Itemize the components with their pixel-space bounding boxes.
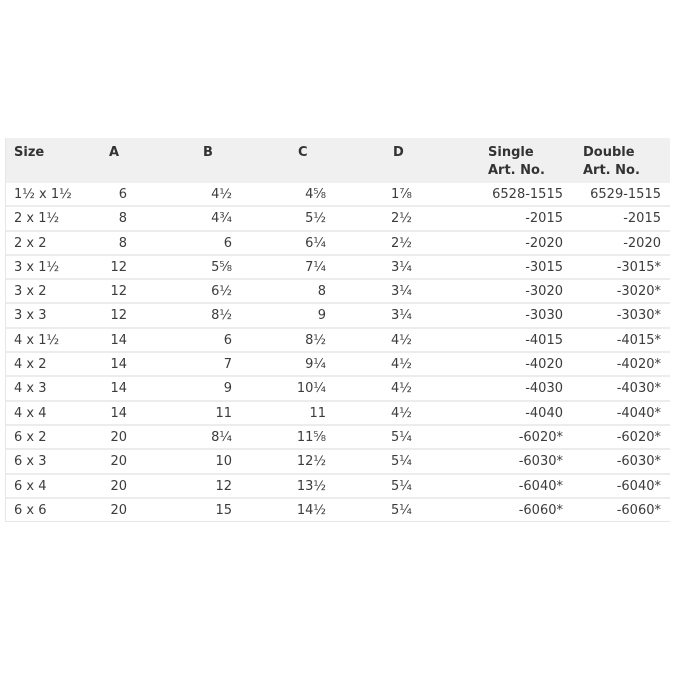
cell-size: 4 x 1½	[14, 332, 60, 348]
cell-single: -6060*	[518, 502, 563, 518]
cell-size: 3 x 1½	[14, 259, 60, 275]
header-a: A	[109, 145, 120, 160]
cell-double: -4020*	[616, 357, 661, 373]
cell-size: 4 x 3	[14, 381, 47, 397]
cell-d: 4½	[391, 357, 412, 373]
cell-double: -2015	[623, 211, 661, 227]
cell-c: 4⅝	[305, 187, 326, 202]
cell-c: 6¼	[305, 235, 326, 251]
cell-d: 5¼	[391, 478, 412, 494]
table-row	[6, 278, 670, 302]
cell-a: 12	[110, 284, 127, 300]
table-row	[6, 497, 670, 521]
header-double-art-no	[583, 144, 640, 180]
cell-c: 13½	[296, 478, 326, 494]
cell-c: 12½	[296, 454, 326, 470]
cell-d: 3¼	[391, 259, 412, 275]
table-header	[6, 138, 670, 183]
cell-c: 5½	[305, 211, 326, 227]
cell-b: 9	[223, 381, 232, 397]
cell-single: -2020	[525, 235, 563, 251]
cell-size: 6 x 3	[14, 454, 47, 470]
table-body	[6, 183, 670, 521]
cell-d: 3¼	[391, 284, 412, 300]
cell-b: 5⅝	[211, 259, 232, 275]
cell-b: 4¾	[211, 211, 232, 227]
cell-size: 6 x 2	[14, 429, 47, 445]
header-single-art-no	[488, 144, 545, 180]
header-single-line1: Single	[488, 145, 534, 160]
table-row	[6, 183, 670, 205]
cell-single: -4030	[525, 381, 563, 397]
cell-a: 20	[110, 502, 127, 518]
cell-size: 4 x 4	[14, 405, 47, 421]
cell-double: -6030*	[616, 454, 661, 470]
cell-a: 6	[118, 187, 127, 202]
cell-b: 6	[223, 235, 232, 251]
cell-b: 7	[223, 357, 232, 373]
cell-size: 2 x 2	[14, 235, 47, 251]
cell-c: 9¼	[305, 357, 326, 373]
cell-c: 9	[317, 308, 326, 324]
cell-single: -6040*	[518, 478, 563, 494]
table-row	[6, 448, 670, 472]
cell-d: 2½	[391, 211, 412, 227]
cell-a: 20	[110, 478, 127, 494]
cell-double: -6040*	[616, 478, 661, 494]
cell-d: 2½	[391, 235, 412, 251]
cell-single: -4040	[525, 405, 563, 421]
cell-double: -4015*	[616, 332, 661, 348]
table-row	[6, 205, 670, 229]
cell-d: 5¼	[391, 454, 412, 470]
cell-double: -3015*	[616, 259, 661, 275]
cell-single: 6528-1515	[492, 187, 563, 202]
table-row	[6, 327, 670, 351]
cell-d: 1⅞	[391, 187, 412, 202]
cell-a: 20	[110, 454, 127, 470]
cell-c: 7¼	[305, 259, 326, 275]
cell-b: 4½	[211, 187, 232, 202]
table-row	[6, 424, 670, 448]
cell-d: 4½	[391, 381, 412, 397]
cell-size: 1½ x 1½	[14, 187, 72, 202]
cell-b: 8½	[211, 308, 232, 324]
cell-d: 4½	[391, 405, 412, 421]
cell-d: 5¼	[391, 429, 412, 445]
cell-a: 14	[110, 332, 127, 348]
cell-c: 8	[317, 284, 326, 300]
header-d: D	[393, 145, 404, 160]
cell-single: -6030*	[518, 454, 563, 470]
cell-b: 10	[215, 454, 232, 470]
cell-double: -3030*	[616, 308, 661, 324]
cell-d: 4½	[391, 332, 412, 348]
cell-b: 11	[215, 405, 232, 421]
cell-a: 8	[118, 211, 127, 227]
dimension-table	[5, 138, 670, 522]
header-double-line1: Double	[583, 145, 635, 160]
cell-a: 12	[110, 259, 127, 275]
header-double-line2: Art. No.	[583, 163, 640, 178]
cell-c: 10¼	[296, 381, 326, 397]
cell-a: 20	[110, 429, 127, 445]
cell-d: 3¼	[391, 308, 412, 324]
header-c: C	[298, 145, 308, 160]
cell-single: -3015	[525, 259, 563, 275]
cell-double: -4040*	[616, 405, 661, 421]
cell-double: -2020	[623, 235, 661, 251]
cell-single: -3030	[525, 308, 563, 324]
cell-b: 15	[215, 502, 232, 518]
cell-single: -4020	[525, 357, 563, 373]
cell-c: 14½	[296, 502, 326, 518]
cell-single: -3020	[525, 284, 563, 300]
table-row	[6, 375, 670, 399]
cell-b: 8¼	[211, 429, 232, 445]
cell-double: -6060*	[616, 502, 661, 518]
cell-a: 14	[110, 357, 127, 373]
cell-single: -6020*	[518, 429, 563, 445]
cell-b: 12	[215, 478, 232, 494]
table-row	[6, 400, 670, 424]
cell-size: 3 x 2	[14, 284, 47, 300]
cell-size: 3 x 3	[14, 308, 47, 324]
header-size: Size	[14, 145, 45, 160]
cell-a: 14	[110, 405, 127, 421]
cell-size: 6 x 6	[14, 502, 47, 518]
table-row	[6, 302, 670, 326]
table-row	[6, 473, 670, 497]
table-row	[6, 351, 670, 375]
table-row	[6, 254, 670, 278]
cell-size: 2 x 1½	[14, 211, 60, 227]
cell-a: 12	[110, 308, 127, 324]
cell-size: 4 x 2	[14, 357, 47, 373]
table-row	[6, 230, 670, 254]
cell-double: -6020*	[616, 429, 661, 445]
cell-a: 8	[118, 235, 127, 251]
cell-c: 11	[309, 405, 326, 421]
cell-single: -2015	[525, 211, 563, 227]
cell-d: 5¼	[391, 502, 412, 518]
cell-double: 6529-1515	[590, 187, 661, 202]
cell-b: 6	[223, 332, 232, 348]
header-single-line2: Art. No.	[488, 163, 545, 178]
header-b: B	[203, 145, 213, 160]
cell-c: 11⅝	[296, 429, 326, 445]
cell-single: -4015	[525, 332, 563, 348]
cell-b: 6½	[211, 284, 232, 300]
cell-a: 14	[110, 381, 127, 397]
cell-double: -4030*	[616, 381, 661, 397]
cell-double: -3020*	[616, 284, 661, 300]
cell-size: 6 x 4	[14, 478, 47, 494]
cell-c: 8½	[305, 332, 326, 348]
